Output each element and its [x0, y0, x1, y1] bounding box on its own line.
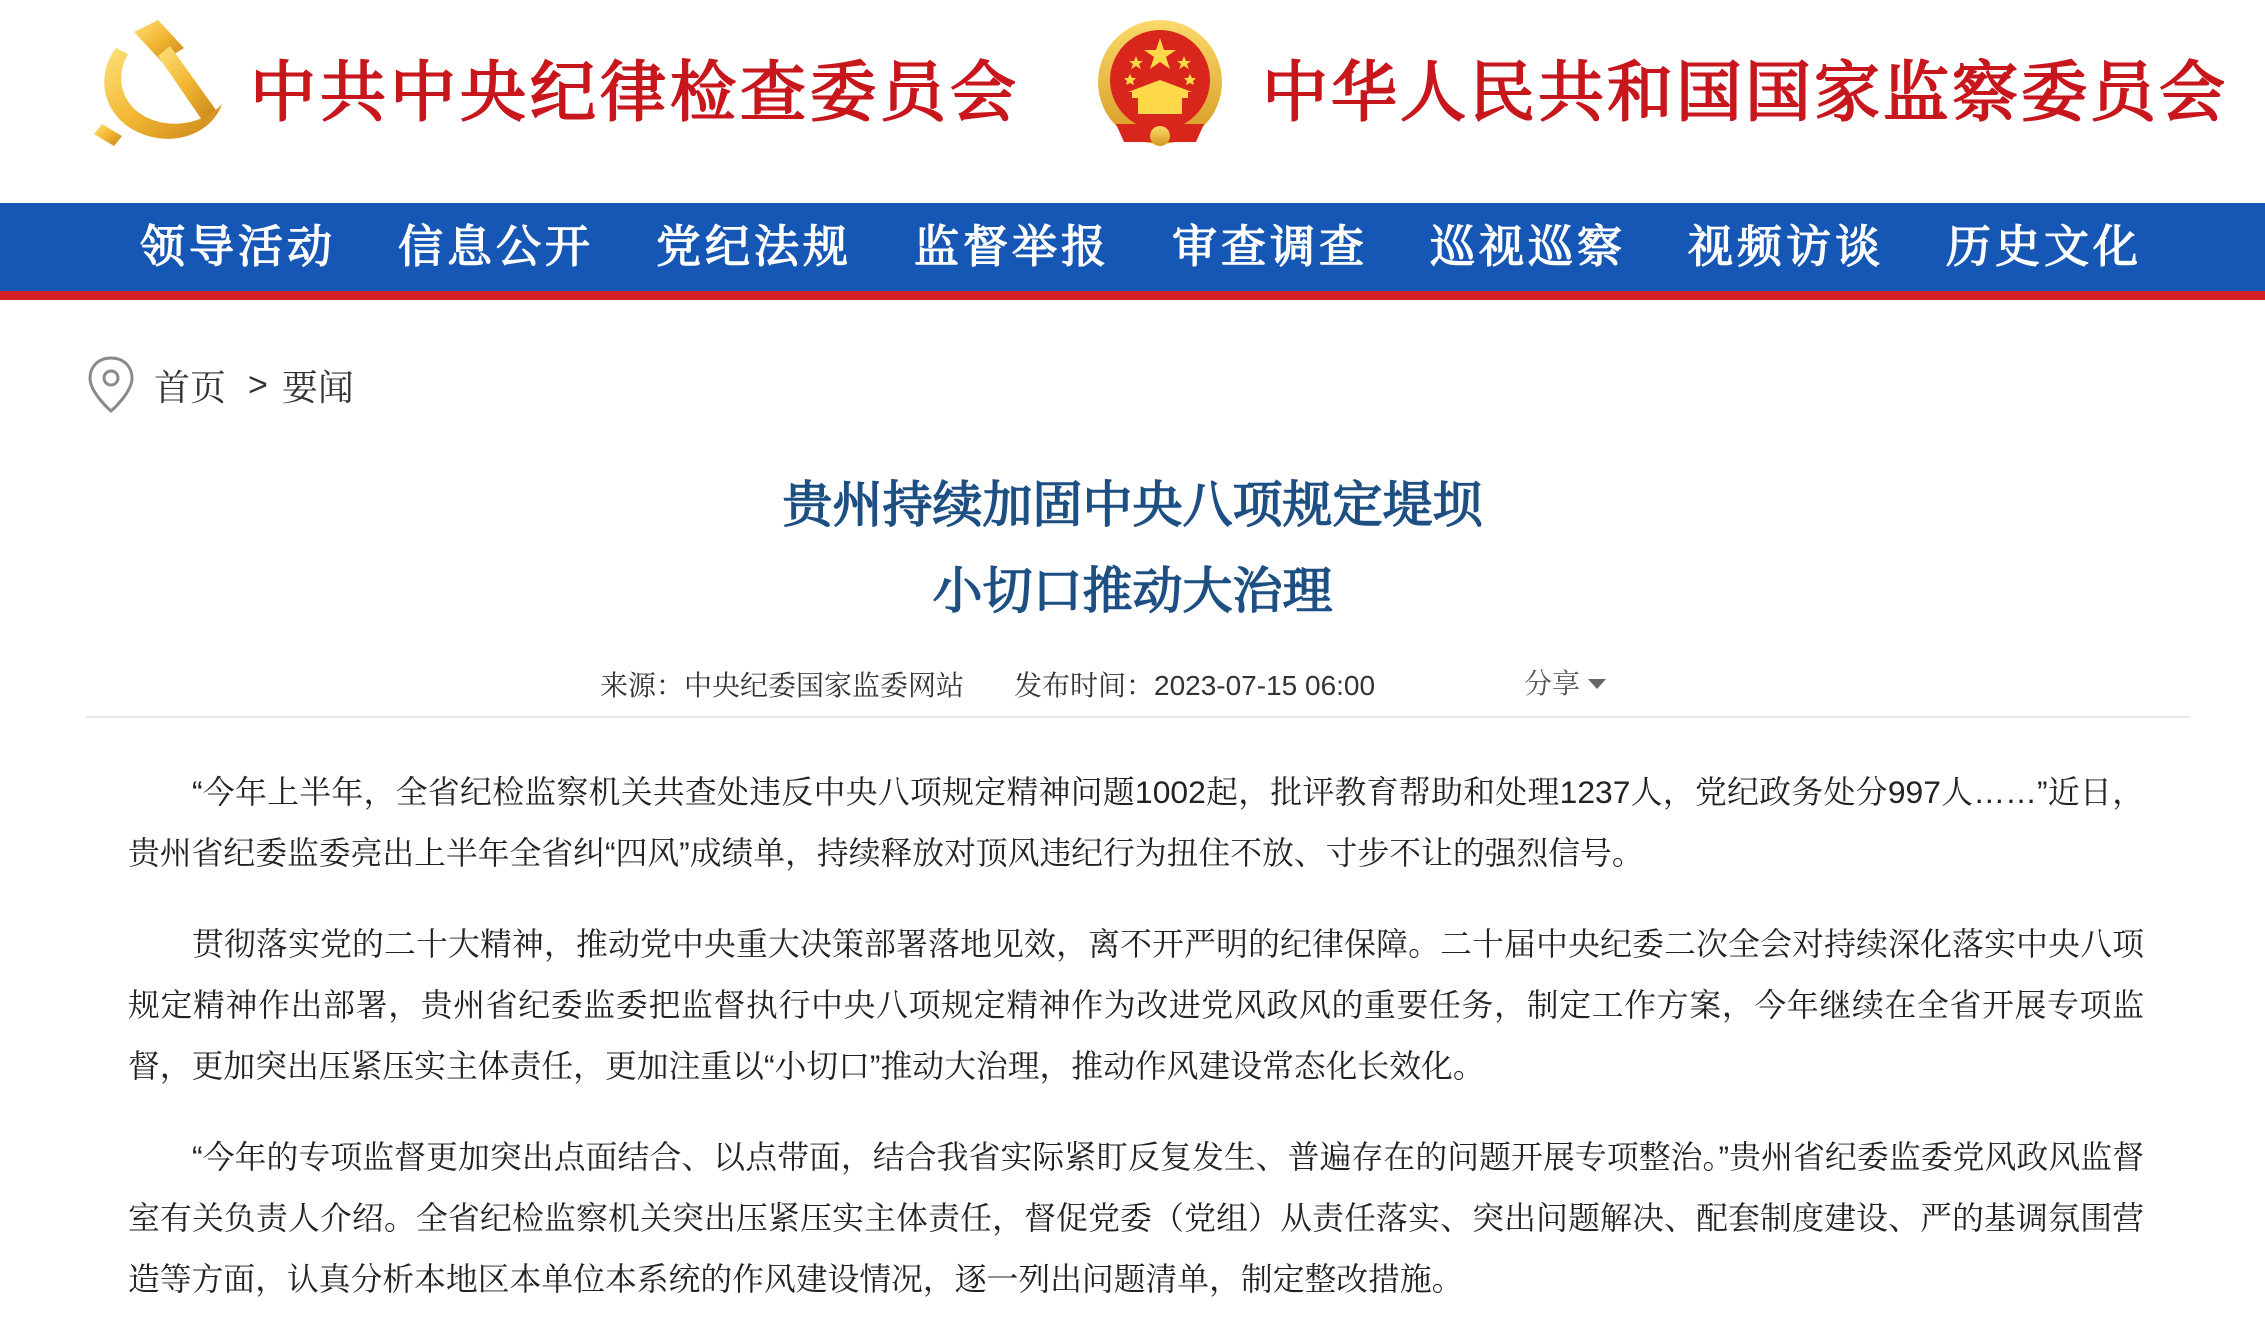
article-source: 来源：中央纪委国家监委网站 — [600, 670, 965, 701]
meta-divider — [86, 716, 2190, 718]
nav-item-investigation[interactable]: 审查调查 — [1172, 220, 1369, 273]
nav-item-leadership[interactable]: 领导活动 — [140, 220, 337, 273]
share-label: 分享 — [1524, 668, 1581, 699]
nav-item-inspection[interactable]: 巡视巡察 — [1430, 220, 1627, 273]
article-title — [0, 462, 2265, 634]
main-nav — [0, 203, 2265, 300]
national-emblem-icon[interactable] — [1092, 16, 1228, 156]
article-paragraph-1: “今年上半年，全省纪检监察机关共查处违反中央八项规定精神问题1002起，批评教育帮助和处理1237人，党纪政务处分997人……”近日，贵州省纪委监委亮出上半年全省纠“四风”成绩单，持续释放对顶风违纪行为扭住不放、寸步不让的强烈信号。 — [128, 774, 2144, 871]
hammer-sickle-emblem-icon[interactable] — [88, 18, 228, 150]
nav-item-video[interactable]: 视频访谈 — [1688, 220, 1885, 273]
article-title-line-2: 小切口推动大治理 — [932, 562, 1333, 620]
breadcrumb-separator: > — [248, 365, 268, 404]
article-publish-time: 发布时间：2023-07-15 06:00 — [1014, 670, 1376, 701]
article-title-line-1: 贵州持续加固中央八项规定堤坝 — [782, 476, 1483, 534]
nav-item-info-disclosure[interactable]: 信息公开 — [398, 220, 595, 273]
breadcrumb-home[interactable]: 首页 — [154, 366, 227, 408]
nav-item-regulations[interactable]: 党纪法规 — [656, 220, 853, 273]
article-body — [128, 762, 2144, 1340]
nsc-title[interactable]: 中华人民共和国国家监察委员会 — [1262, 53, 2228, 131]
article-paragraph-2: 贯彻落实党的二十大精神，推动党中央重大决策部署落地见效，离不开严明的纪律保障。二十届中央纪委二次全会对持续深化落实中央八项规定精神作出部署，贵州省纪委监委把监督执行中央八项规定精神作为改进党风政风的重要任务，制定工作方案，今年继续在全省开展专项监督，更加突出压紧压实主体责任，更加注重以“小切口”推动大治理，推动作风建设常态化长效化。 — [128, 926, 2144, 1084]
article-meta — [600, 660, 1700, 706]
main-nav-list — [140, 203, 2204, 291]
site-header — [0, 0, 2265, 203]
location-pin-icon — [86, 355, 136, 415]
article-paragraph-3: “今年的专项监督更加突出点面结合、以点带面，结合我省实际紧盯反复发生、普遍存在的问题开展专项整治。”贵州省纪委监委党风政风监督室有关负责人介绍。全省纪检监察机关突出压紧压实主体责任，督促党委（党组）从责任落实、突出问题解决、配套制度建设、严的基调氛围营造等方面，认真分析本地区本单位本系统的作风建设情况，逐一列出问题清单，制定整改措施。 — [128, 1139, 2144, 1297]
caret-down-icon — [1588, 679, 1606, 689]
ccdi-title[interactable]: 中共中央纪律检查委员会 — [250, 53, 1020, 131]
share-button[interactable] — [1524, 662, 1606, 702]
breadcrumb-current[interactable]: 要闻 — [281, 366, 354, 408]
breadcrumb — [86, 353, 354, 417]
nav-item-report[interactable]: 监督举报 — [914, 220, 1111, 273]
nav-item-history[interactable]: 历史文化 — [1946, 220, 2143, 273]
